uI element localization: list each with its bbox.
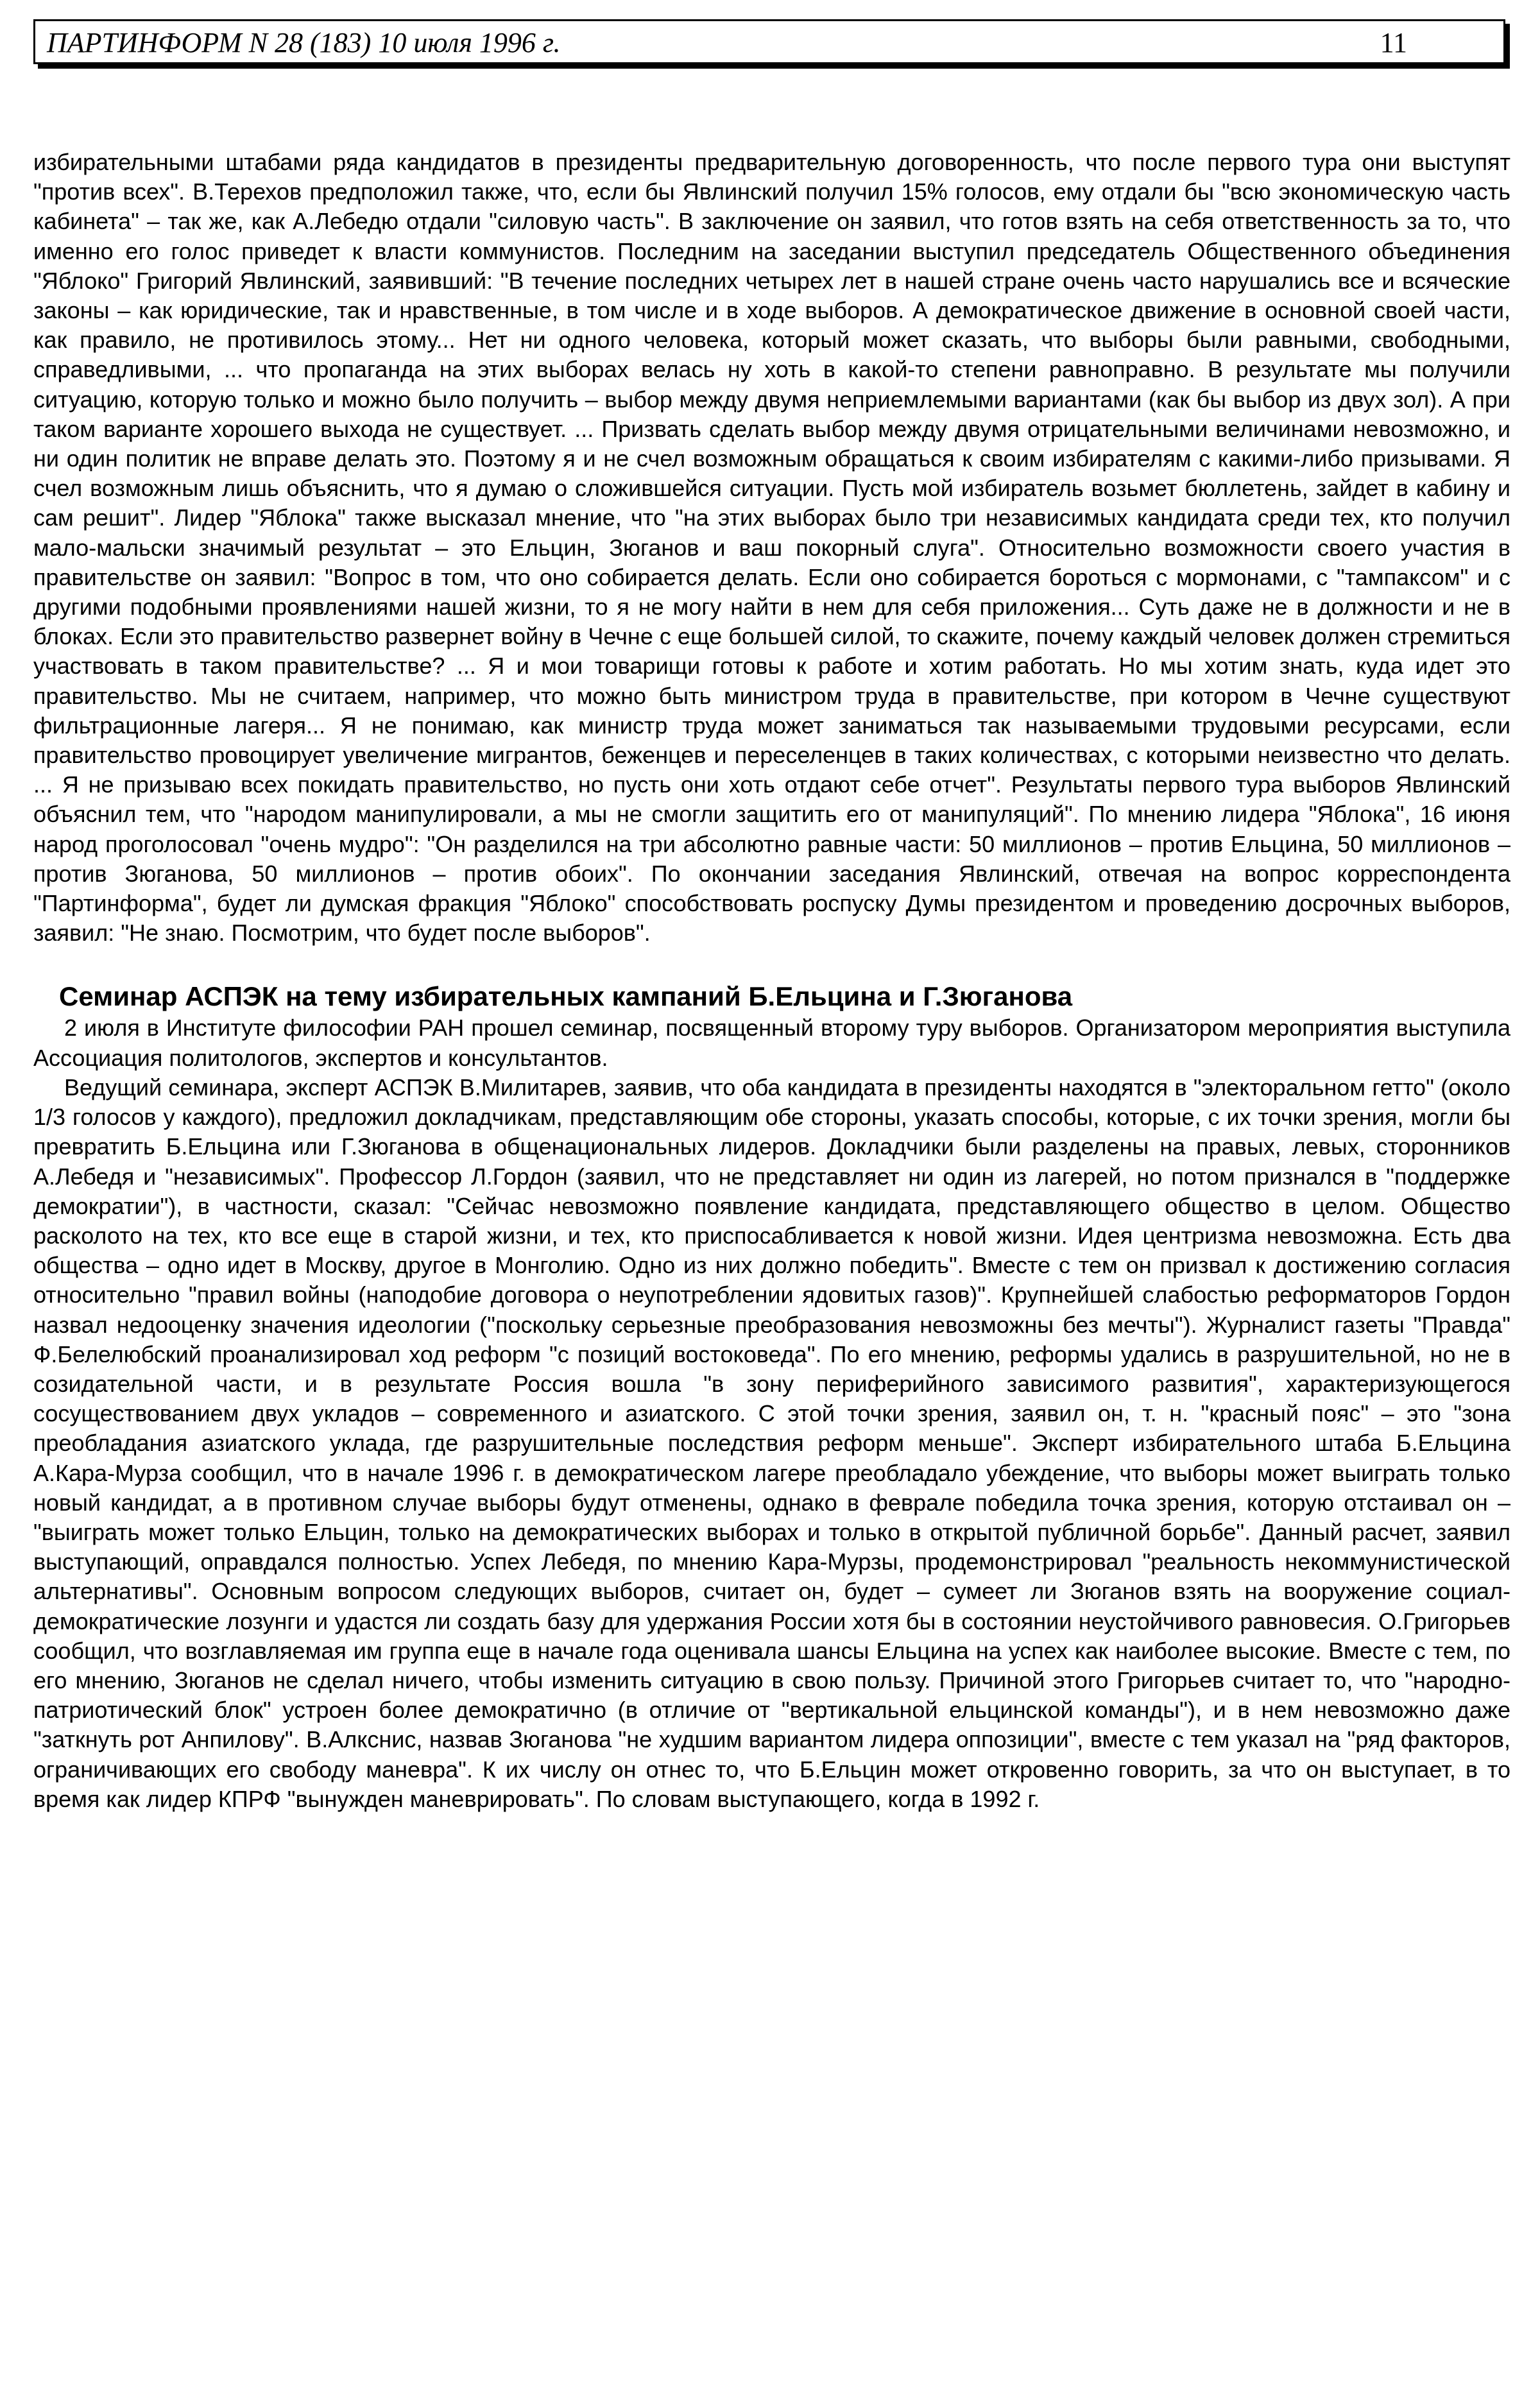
publication-title: ПАРТИНФОРМ N 28 (183) 10 июля 1996 г. <box>47 27 561 58</box>
section-paragraph: 2 июля в Институте философии РАН прошел семинар, посвященный второму туру выборов. Организатором мероприятия выступила Ассоциация политологов, экспертов и консультантов. <box>33 1015 1510 1071</box>
section-heading: Семинар АСПЭК на тему избирательных кампаний Б.Ельцина и Г.Зюганова <box>59 981 1073 1012</box>
seminar-section <box>33 980 1510 1813</box>
section-paragraph: Ведущий семинара, эксперт АСПЭК В.Милитарев, заявив, что оба кандидата в президенты находятся в "электоральном гетто" (около 1/3 голосов у каждого), предложил докладчикам, представляющим обе стороны, указать способы, которые, с их точки зрения, могли бы превратить Б.Ельцина или Г.Зюганова в общенациональных лидеров. Докладчики были разделены на правых, левых, сторонников А.Лебедя и "независимых". Профессор Л.Гордон (заявил, что не представляет ни один из лагерей, но потом признался в "поддержке демократии"), в частности, сказал: "Сейчас невозможно появление кандидата, представляющего общество в целом. Общество расколото на тех, кто все еще в старой жизни, и тех, кто приспосабливается к новой жизни. Идея центризма невозможна. Есть два общества – одно идет в Москву, другое в Монголию. Одно из них должно победить". Вместе с тем он призвал к достижению согласия относительно "правил войны (наподобие договора о неупотреблении ядовитых газов)". Крупнейшей слабостью реформаторов Гордон назвал недооценку значения идеологии ("поскольку серьезные преобразования невозможны без мечты"). Журналист газеты "Правда" Ф.Белелюбский проанализировал ход реформ "с позиций востоковеда". По его мнению, реформы удались в разрушительной, но не в созидательной части, и в результате Россия вошла "в зону периферийного зависимого развития", характеризующегося сосуществованием двух укладов – современного и азиатского. С этой точки зрения, заявил он, т. н. "красный пояс" – это "зона преобладания азиатского уклада, где разрушительные последствия реформ меньше". Эксперт избирательного штаба Б.Ельцина А.Кара-Мурза сообщил, что в начале 1996 г. в демократическом лагере преобладало убеждение, что выборы может выиграть только новый кандидат, а в противном случае выборы будут отменены, однако в феврале победила точка зрения, которую отстаивал он – "выиграть может только Ельцин, только на демократических выборах и только в открытой публичной борьбе". Данный расчет, заявил выступающий, оправдался полностью. Успех Лебедя, по мнению Кара-Мурзы, продемонстрировал "реальность некоммунистической альтернативы". Основным вопросом следующих выборов, считает он, будет – сумеет ли Зюганов взять на вооружение социал-демократические лозунги и удастся ли создать базу для удержания России хотя бы в состоянии неустойчивого равновесия. О.Григорьев сообщил, что возглавляемая им группа еще в начале года оценивала шансы Ельцина на успех как наиболее высокие. Вместе с тем, по его мнению, Зюганов не сделал ничего, чтобы изменить ситуацию в свою пользу. Причиной этого Григорьев считает то, что "народно-патриотический блок" устроен более демократично (в отличие от "вертикальной ельцинской команды"), и в нем невозможно даже "заткнуть рот Анпилову". В.Алкснис, назвав Зюганова "не худшим вариантом лидера оппозиции", вместе с тем указал на "ряд факторов, ограничивающих его свободу маневра". К их числу он отнес то, что Б.Ельцин может откровенно говорить, за что он выступает, в то время как лидер КПРФ "вынужден маневрировать". По словам выступающего, когда в 1992 г. <box>33 1074 1510 1812</box>
page <box>33 19 1510 1814</box>
page-header <box>33 19 1505 64</box>
article-body <box>33 148 1510 1814</box>
article-paragraph: избирательными штабами ряда кандидатов в президенты предварительную договоренность, что после первого тура они выступят "против всех". В.Терехов предположил также, что, если бы Явлинский получил 15% голосов, ему отдали бы "всю экономическую часть кабинета" – так же, как А.Лебедю отдали "силовую часть". В заключение он заявил, что готов взять на себя ответственность за то, что именно его голос приведет к власти коммунистов. Последним на заседании выступил председатель Общественного объединения "Яблоко" Григорий Явлинский, заявивший: "В течение последних четырех лет в нашей стране очень часто нарушались все и всяческие законы – как юридические, так и нравственные, в том числе и в ходе выборов. А демократическое движение в основной своей части, как правило, не противилось этому... Нет ни одного человека, который может сказать, что выборы были равными, свободными, справедливыми, ... что пропаганда на этих выборах велась ну хоть в какой-то степени равноправно. В результате мы получили ситуацию, которую только и можно было получить – выбор между двумя неприемлемыми вариантами (как бы выбор из двух зол). А при таком варианте хорошего выхода не существует. ... Призвать сделать выбор между двумя отрицательными величинами невозможно, и ни один политик не вправе делать это. Поэтому я и не счел возможным обращаться к своим избирателям с какими-либо призывами. Я счел возможным лишь объяснить, что я думаю о сложившейся ситуации. Пусть мой избиратель возьмет бюллетень, зайдет в кабину и сам решит". Лидер "Яблока" также высказал мнение, что "на этих выборах было три независимых кандидата среди тех, кто получил мало-мальски значимый результат – это Ельцин, Зюганов и ваш покорный слуга". Относительно возможности своего участия в правительстве он заявил: "Вопрос в том, что оно собирается делать. Если оно собирается бороться с мормонами, с "тампаксом" и с другими подобными проявлениями нашей жизни, то я не могу найти в нем для себя приложения... Суть даже не в должности и не в блоках. Если это правительство развернет войну в Чечне с еще большей силой, то скажите, почему каждый человек должен стремиться участвовать в таком правительстве? ... Я и мои товарищи готовы к работе и хотим работать. Но мы хотим знать, куда идет это правительство. Мы не считаем, например, что можно быть министром труда в правительстве, при котором в Чечне существуют фильтрационные лагеря... Я не понимаю, как министр труда может заниматься так называемыми трудовыми ресурсами, если правительство провоцирует увеличение мигрантов, беженцев и переселенцев в таких количествах, с которыми неизвестно что делать. ... Я не призываю всех покидать правительство, но пусть они хоть отдают себе отчет". Результаты первого тура выборов Явлинский объяснил тем, что "народом манипулировали, а мы не смогли защитить его от манипуляций". По мнению лидера "Яблока", 16 июня народ проголосовал "очень мудро": "Он разделился на три абсолютно равные части: 50 миллионов – против Ельцина, 50 миллионов – против Зюганова, 50 миллионов – против обоих". По окончании заседания Явлинский, отвечая на вопрос корреспондента "Партинформа", будет ли думская фракция "Яблоко" способствовать роспуску Думы президентом и проведению досрочных выборов, заявил: "Не знаю. Посмотрим, что будет после выборов". <box>33 149 1510 947</box>
page-number: 11 <box>1380 27 1407 58</box>
